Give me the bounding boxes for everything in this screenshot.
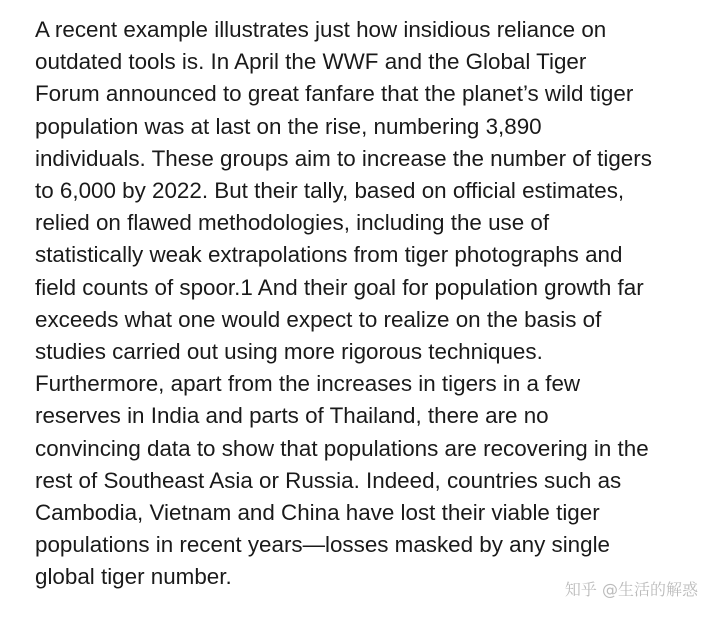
paragraph-line: to 6,000 by 2022. But their tally, based on official estimates,	[35, 178, 625, 204]
paragraph-line: individuals. These groups aim to increase the number of tigers	[35, 145, 652, 171]
paragraph-line: relied on flawed methodologies, including the use of	[35, 210, 550, 236]
paragraph-line: convincing data to show that populations are recovering in the	[35, 435, 649, 461]
paragraph-line: Cambodia, Vietnam and China have lost their viable tiger	[35, 500, 600, 526]
paragraph-line: rest of Southeast Asia or Russia. Indeed, countries such as	[35, 467, 622, 493]
paragraph-line: reserves in India and parts of Thailand, there are no	[35, 403, 549, 429]
paragraph-line: studies carried out using more rigorous techniques.	[35, 339, 543, 365]
article-paragraph	[35, 14, 711, 594]
paragraph-line: Furthermore, apart from the increases in tigers in a few	[35, 371, 581, 397]
paragraph-line: population was at last on the rise, numbering 3,890	[35, 113, 542, 139]
watermark: 知乎 @生活的解惑	[564, 580, 698, 599]
paragraph-line: field counts of spoor.1 And their goal for population growth far	[35, 274, 644, 300]
paragraph-line: global tiger number.	[35, 564, 232, 590]
paragraph-line: populations in recent years—losses masked by any single	[35, 532, 610, 558]
paragraph-line: outdated tools is. In April the WWF and the Global Tiger	[35, 49, 587, 75]
paragraph-line: A recent example illustrates just how insidious reliance on	[35, 17, 607, 42]
paragraph-line: statistically weak extrapolations from tiger photographs and	[35, 242, 623, 268]
paragraph-line: exceeds what one would expect to realize on the basis of	[35, 306, 602, 332]
paragraph-line: Forum announced to great fanfare that the planet’s wild tiger	[35, 81, 634, 107]
